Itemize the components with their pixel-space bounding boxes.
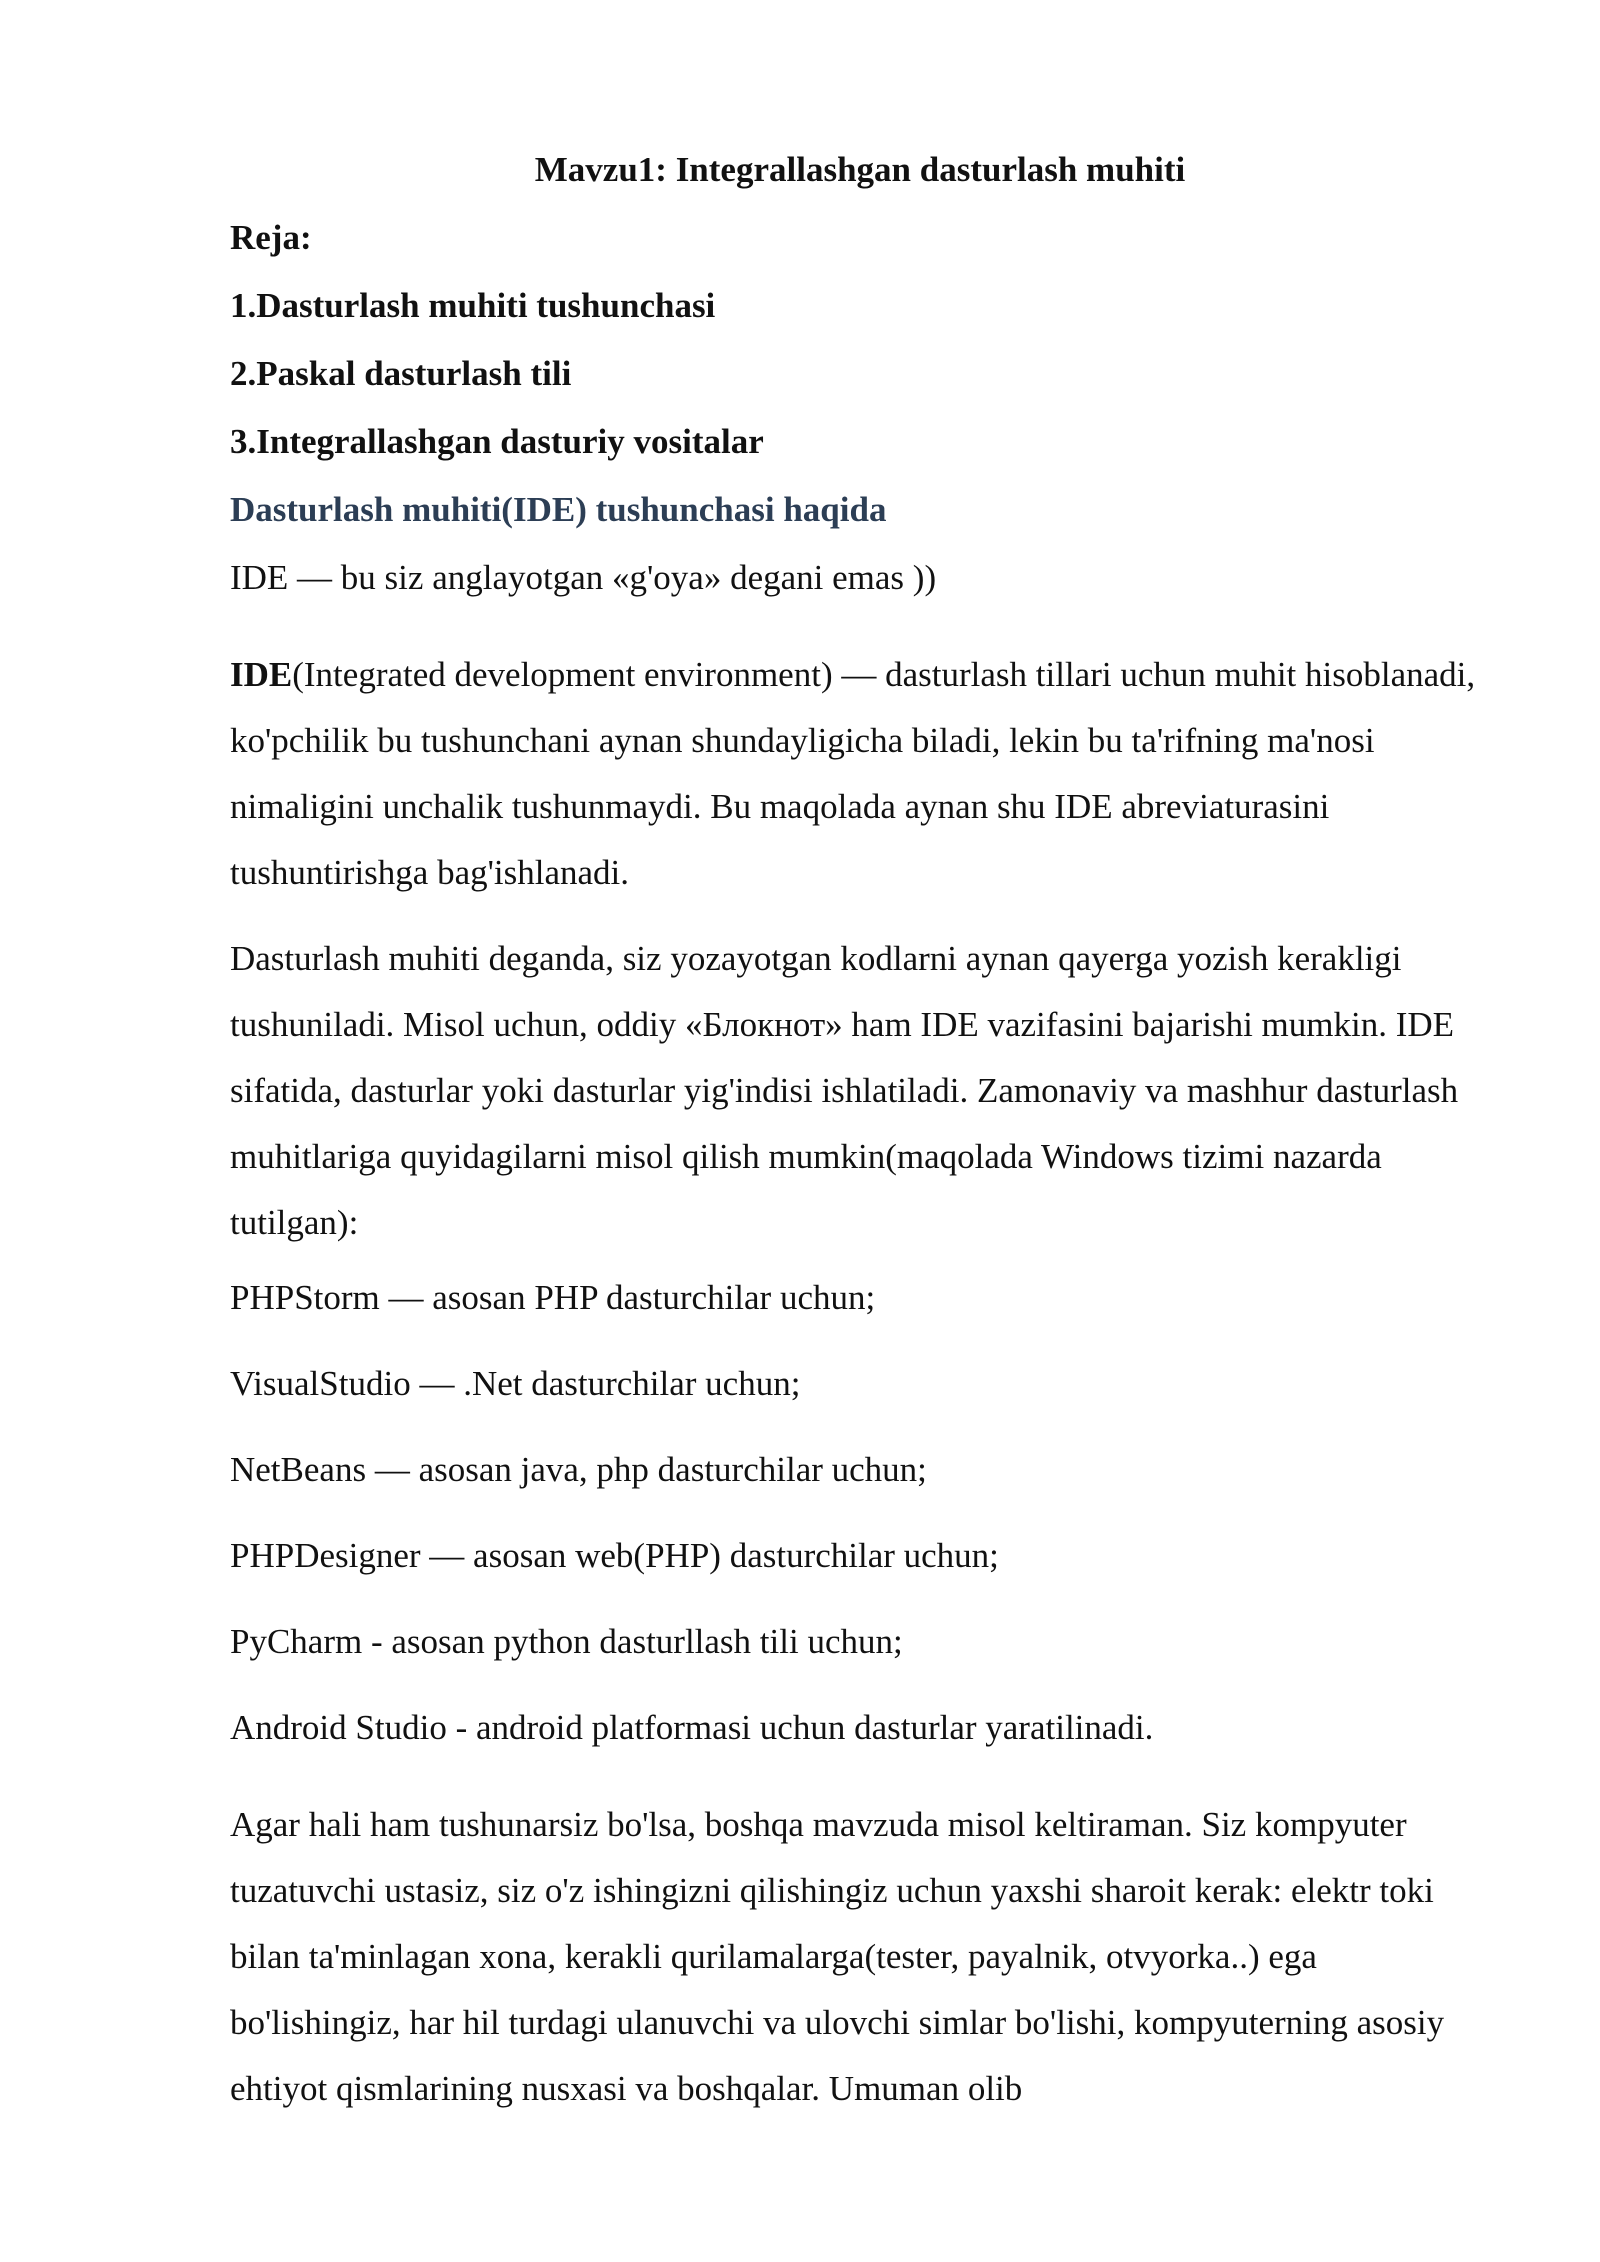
ide-list-item-android-studio: Android Studio - android platformasi uchun dasturlar yaratilinadi.: [230, 1708, 1154, 1747]
environment-paragraph: Dasturlash muhiti deganda, siz yozayotgan kodlarni aynan qayerga yozish kerakligi tushuniladi. Misol uchun, oddiy «Блокнот» ham IDE vazifasini bajarishi mumkin. IDE sifatida, dasturlar yoki dasturlar yig'indisi ishlatiladi. Zamonaviy va mashhur dasturlash muhitlariga quyidagilarni misol qilish mumkin(maqolada Windows tizimi nazarda tutilgan):: [230, 939, 1459, 1242]
section-heading-text: Dasturlash muhiti(IDE) tushunchasi haqida: [230, 490, 887, 529]
plan-label: Reja:: [230, 218, 312, 257]
plan-item-2: 2.Paskal dasturlash tili: [230, 354, 572, 393]
section-heading: [230, 488, 1490, 532]
document-title: Mavzu1: Integrallashgan dasturlash muhiti: [534, 150, 1186, 189]
closing-paragraph: Agar hali ham tushunarsiz bo'lsa, boshqa mavzuda misol keltiraman. Siz kompyuter tuzatuvchi ustasiz, siz o'z ishingizni qilishingiz uchun yaxshi sharoit kerak: elektr toki bilan ta'minlagan xona, kerakli qurilamalarga(tester, payalnik, otvyorka..) ega bo'lishingiz, har hil turdagi ulanuvchi va ulovchi simlar bo'lishi, kompyuterning asosiy ehtiyot qismlarining nusxasi va boshqalar. Umuman olib: [230, 1805, 1445, 2108]
plan-item-1: 1.Dasturlash muhiti tushunchasi: [230, 286, 716, 325]
ide-list-item-pycharm: PyCharm - asosan python dasturllash tili uchun;: [230, 1622, 903, 1661]
ide-bold-lead: IDE: [230, 655, 293, 694]
ide-list-item-netbeans: NetBeans — asosan java, php dasturchilar uchun;: [230, 1450, 927, 1489]
ide-definition-paragraph: [230, 642, 1490, 906]
ide-list-item-phpstorm: PHPStorm — asosan PHP dasturchilar uchun;: [230, 1278, 876, 1317]
ide-definition-text: (Integrated development environment) — dasturlash tillari uchun muhit hisoblanadi, ko'pchilik bu tushunchani aynan shundayligicha biladi, lekin bu ta'rifning ma'nosi nimaligini unchalik tushunmaydi. Bu maqolada aynan shu IDE abreviaturasini tushuntirishga bag'ishlanadi.: [230, 655, 1476, 892]
ide-list-item-visualstudio: VisualStudio — .Net dasturchilar uchun;: [230, 1364, 801, 1403]
plan-item-3: 3.Integrallashgan dasturiy vositalar: [230, 422, 764, 461]
intro-line: IDE — bu siz anglayotgan «g'oya» degani emas )): [230, 558, 937, 597]
document-body: [230, 148, 1490, 2142]
ide-list-item-phpdesigner: PHPDesigner — asosan web(PHP) dasturchilar uchun;: [230, 1536, 999, 1575]
